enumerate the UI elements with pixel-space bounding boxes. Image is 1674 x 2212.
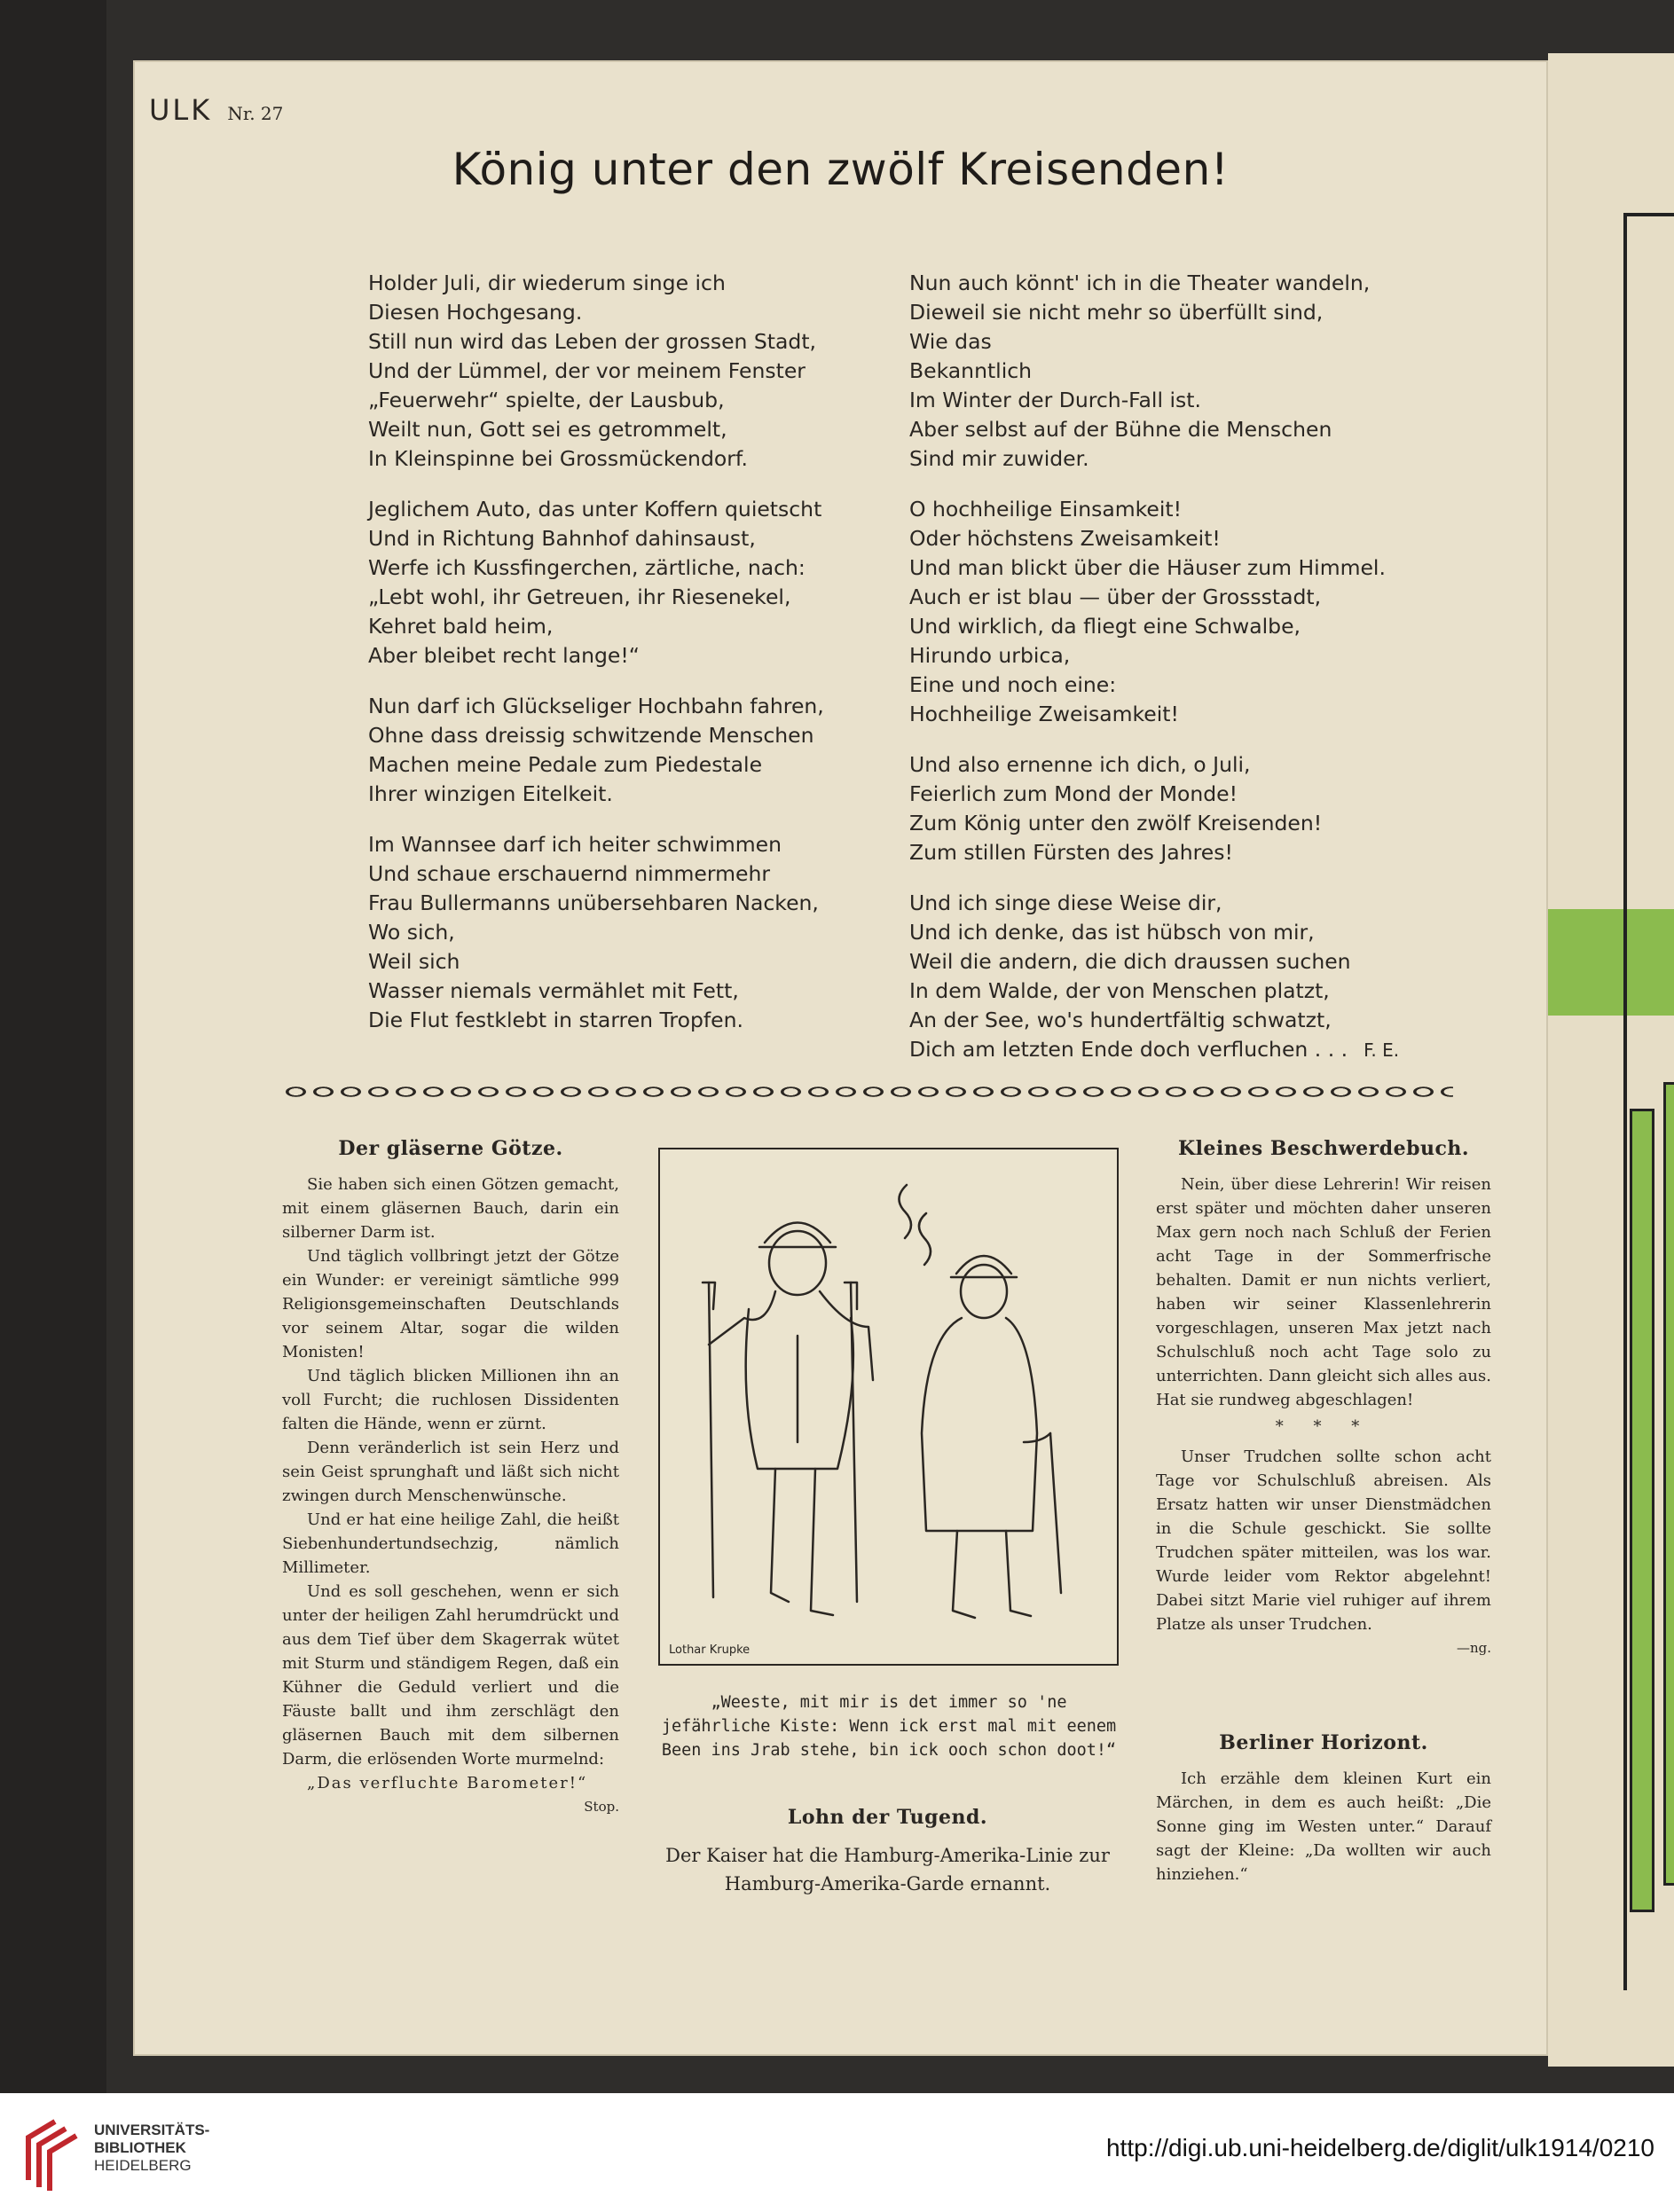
permalink-url[interactable]: http://digi.ub.uni-heidelberg.de/diglit/ulk1914/0210 bbox=[1105, 2134, 1654, 2161]
poem-line: Werfe ich Kussfingerchen, zärtliche, nach: bbox=[368, 555, 806, 580]
poem-line: Weil die andern, die dich draussen suchen bbox=[909, 949, 1351, 974]
article-paragraph: Und täglich vollbringt jetzt der Götze ein Wunder: er vereinigt sämtliche 999 Religionsgemeinschaften Deutschlands vor seinem Altar, sogar die wilden Monisten! bbox=[282, 1247, 619, 1361]
artist-signature: Lothar Krupke bbox=[669, 1643, 751, 1657]
poem-line: In dem Walde, der von Menschen platzt, bbox=[909, 978, 1330, 1003]
poem-line: Und ich denke, das ist hübsch von mir, bbox=[909, 920, 1315, 945]
poem-stanza bbox=[909, 750, 1459, 867]
article-paragraph: Sie haben sich einen Götzen gemacht, mit einem gläsernen Bauch, darin ein silberner Darm ist. bbox=[282, 1175, 619, 1242]
library-name: UNIVERSITÄTS- BIBLIOTHEK HEIDELBERG bbox=[94, 2122, 210, 2174]
poem-stanza bbox=[368, 495, 900, 671]
article-body: Der Kaiser hat die Hamburg-Amerika-Linie zur Hamburg-Amerika-Garde ernannt. bbox=[665, 1845, 1110, 1894]
article-berliner-horizont bbox=[1156, 1731, 1491, 1886]
poem-line: Bekanntlich bbox=[909, 358, 1033, 383]
article-title: Der gläserne Götze. bbox=[338, 1137, 563, 1160]
poem-line: „Lebt wohl, ihr Getreuen, ihr Riesenekel, bbox=[368, 584, 791, 609]
next-page-edge bbox=[1548, 53, 1674, 2067]
article-beschwerdebuch bbox=[1156, 1137, 1491, 1656]
poem-line: Diesen Hochgesang. bbox=[368, 300, 583, 325]
article-paragraph: Denn veränderlich ist sein Herz und sein Geist sprunghaft und läßt sich nicht zwingen durch Menschenwünsche. bbox=[282, 1439, 619, 1505]
cartoon-drawing bbox=[660, 1149, 1117, 1664]
poem-line: Und der Lümmel, der vor meinem Fenster bbox=[368, 358, 806, 383]
issue-number: Nr. 27 bbox=[227, 103, 284, 124]
article-signature: Stop. bbox=[584, 1799, 619, 1815]
poem-column-right bbox=[909, 269, 1459, 1086]
article-paragraph: Und täglich blicken Millionen ihn an voll Furcht; die ruchlosen Dissidenten falten die Hände, wenn er zürnt. bbox=[282, 1367, 619, 1433]
poem-stanza bbox=[909, 269, 1459, 474]
poem-line: Und ich singe diese Weise dir, bbox=[909, 890, 1222, 915]
poem-stanza bbox=[909, 889, 1459, 1065]
poem-line: Wo sich, bbox=[368, 920, 455, 945]
poem-line: Weil sich bbox=[368, 949, 460, 974]
poem-line: Oder höchstens Zweisamkeit! bbox=[909, 526, 1221, 551]
poem-line: Kehret bald heim, bbox=[368, 614, 554, 639]
poem-line: Nun darf ich Glückseliger Hochbahn fahren, bbox=[368, 694, 824, 718]
magazine-logo: ULK bbox=[149, 93, 213, 127]
article-paragraph: Unser Trudchen sollte schon acht Tage vor Schulschluß abreisen. Als Ersatz hatten wir unser Dienstmädchen in die Schule geschickt. Sie sollte Trudchen später mitteilen, was los war. Wurde leider vom Rektor abgelehnt! Dabei sitzt Marie viel ruhiger auf ihrem Platze als unser Trudchen. bbox=[1156, 1447, 1491, 1634]
article-paragraph: Und er hat eine heilige Zahl, die heißt Siebenhundertundsechzig, nämlich Millimeter. bbox=[282, 1510, 619, 1577]
poem-stanza bbox=[368, 269, 900, 474]
poem-line: Aber selbst auf der Bühne die Menschen bbox=[909, 417, 1332, 442]
poem-line: Die Flut festklebt in starren Tropfen. bbox=[368, 1008, 743, 1032]
poem-column-left bbox=[368, 269, 900, 1056]
article-paragraph: „Das verfluchte Barometer!“ bbox=[307, 1774, 588, 1792]
poem-line: Dieweil sie nicht mehr so überfüllt sind, bbox=[909, 300, 1324, 325]
poem-line: Ihrer winzigen Eitelkeit. bbox=[368, 781, 613, 806]
poem-line: Und in Richtung Bahnhof dahinsaust, bbox=[368, 526, 756, 551]
next-page-green-bar bbox=[1630, 1109, 1654, 1912]
poem-line: In Kleinspinne bei Grossmückendorf. bbox=[368, 446, 748, 471]
poem-stanza bbox=[909, 495, 1459, 729]
article-signature: —ng. bbox=[1456, 1640, 1491, 1656]
poem-line: Still nun wird das Leben der grossen Stadt, bbox=[368, 329, 817, 354]
poem-title: König unter den zwölf Kreisenden! bbox=[452, 144, 1230, 195]
poem-line: O hochheilige Einsamkeit! bbox=[909, 497, 1183, 522]
article-title: Berliner Horizont. bbox=[1219, 1731, 1428, 1754]
article-glaeserne-goetze bbox=[282, 1137, 619, 1815]
library-footer bbox=[0, 2093, 1674, 2212]
poem-line: An der See, wo's hundertfältig schwatzt, bbox=[909, 1008, 1332, 1032]
poem-line: Und schaue erschauernd nimmermehr bbox=[368, 861, 771, 886]
poem-line: Im Winter der Durch-Fall ist. bbox=[909, 388, 1201, 412]
article-lohn-der-tugend bbox=[646, 1806, 1129, 1898]
poem-line: Dich am letzten Ende doch verfluchen . . . F. E. bbox=[909, 1037, 1400, 1062]
poem-line: Feierlich zum Mond der Monde! bbox=[909, 781, 1238, 806]
poem-line: Frau Bullermanns unübersehbaren Nacken, bbox=[368, 890, 819, 915]
poem-line: Und also ernenne ich dich, o Juli, bbox=[909, 752, 1251, 777]
next-page-green-bar bbox=[1663, 1082, 1674, 1886]
library-logo-icon bbox=[20, 2111, 83, 2192]
poem-line: Und wirklich, da fliegt eine Schwalbe, bbox=[909, 614, 1301, 639]
article-paragraph: Nein, über diese Lehrerin! Wir reisen erst später und möchten daher unseren Max gern noch nach Schluß der Ferien acht Tage in der Sommerfrische behalten. Damit er nun nichts verliert, haben wir seiner Klassenlehrerin vorgeschlagen, unseren Max jetzt nach Schulschluß noch acht Tage solo zu unterrichten. Dann gleicht sich alles aus. Hat sie rundweg abgeschlagen! bbox=[1156, 1175, 1491, 1409]
ornamental-divider bbox=[282, 1084, 1453, 1100]
cartoon-illustration bbox=[658, 1148, 1119, 1666]
poem-stanza bbox=[368, 830, 900, 1035]
poem-line: Jeglichem Auto, das unter Koffern quietscht bbox=[368, 497, 822, 522]
poem-line: Weilt nun, Gott sei es getrommelt, bbox=[368, 417, 727, 442]
poem-line: Holder Juli, dir wiederum singe ich bbox=[368, 271, 726, 295]
article-body bbox=[282, 1173, 619, 1795]
poem-line: Wasser niemals vermählet mit Fett, bbox=[368, 978, 739, 1003]
poem-line: Zum stillen Fürsten des Jahres! bbox=[909, 840, 1233, 865]
article-body: Ich erzähle dem kleinen Kurt ein Märchen, in dem es auch heißt: „Die Sonne ging im Westen unter.“ Darauf sagt der Kleine: „Da wollten wir auch hinziehen.“ bbox=[1156, 1769, 1491, 1884]
poem-line: Nun auch könnt' ich in die Theater wandeln, bbox=[909, 271, 1371, 295]
article-title: Lohn der Tugend. bbox=[787, 1806, 988, 1829]
section-separator: * * * bbox=[1275, 1417, 1372, 1436]
poem-line: Aber bleibet recht lange!“ bbox=[368, 643, 640, 668]
article-title: Kleines Beschwerdebuch. bbox=[1177, 1137, 1470, 1160]
poem-stanza bbox=[368, 692, 900, 809]
poem-line: Auch er ist blau — über der Grossstadt, bbox=[909, 584, 1322, 609]
poem-line: Zum König unter den zwölf Kreisenden! bbox=[909, 811, 1323, 835]
poem-line: Machen meine Pedale zum Piedestale bbox=[368, 752, 763, 777]
poem-line: Wie das bbox=[909, 329, 992, 354]
poem-line: Hirundo urbica, bbox=[909, 643, 1071, 668]
poem-line: Eine und noch eine: bbox=[909, 672, 1117, 697]
article-paragraph: Und es soll geschehen, wenn er sich unter der heiligen Zahl herumdrückt und aus dem Tief über dem Skagerrak wütet mit Sturm und ständigem Regen, daß ein Kühner die Geduld verliert und die Fäuste ballt und ihm zerschlägt den gläsernen Bauch mit dem silbernen Darm, die erlösenden Worte murmelnd: bbox=[282, 1582, 619, 1769]
poem-line: „Feuerwehr“ spielte, der Lausbub, bbox=[368, 388, 725, 412]
poem-line: Im Wannsee darf ich heiter schwimmen bbox=[368, 832, 782, 857]
masthead bbox=[149, 93, 283, 127]
scan-binding-edge bbox=[0, 0, 106, 2093]
poem-line: Hochheilige Zweisamkeit! bbox=[909, 702, 1179, 726]
poem-line: Und man blickt über die Häuser zum Himmel. bbox=[909, 555, 1386, 580]
poem-line: Ohne dass dreissig schwitzende Menschen bbox=[368, 723, 814, 748]
cartoon-caption: „Weeste, mit mir is det immer so 'ne jefährliche Kiste: Wenn ick erst mal mit eenem Been ins Jrab stehe, bin ick ooch schon doot!“ bbox=[661, 1693, 1117, 1760]
poem-signature: F. E. bbox=[1364, 1039, 1400, 1061]
poem-line: Sind mir zuwider. bbox=[909, 446, 1089, 471]
